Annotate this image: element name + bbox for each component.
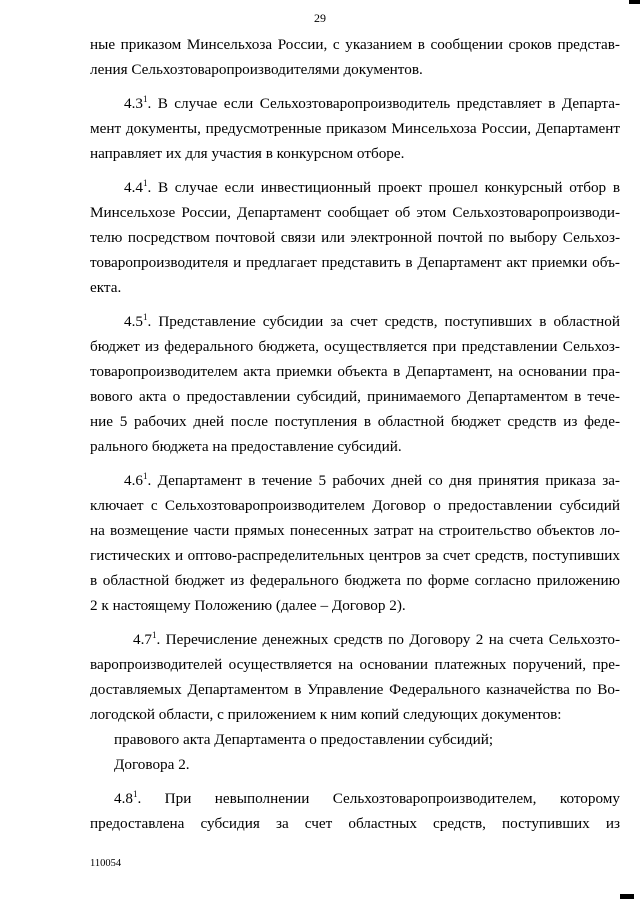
text-line: ключает с Сельхозтоваропроизводителем Договор о предоставлении субсидий: [90, 497, 620, 514]
clause-4-8-line: $4.8^1$. При невыполнении Сельхозтоваропроизводителем, которому: [114, 789, 620, 807]
text-line: предоставлена субсидия за счет областных средств, поступивших из: [90, 815, 620, 832]
clause-4-3-line: $4.3^1$. В случае если Сельхозтоваропроизводитель представляет в Департа-: [124, 94, 620, 112]
document-code: 110054: [90, 858, 122, 869]
clause-4-6-line: $4.6^1$. Департамент в течение 5 рабочих дней со дня принятия приказа за-: [124, 471, 620, 489]
text-line: на возмещение части прямых понесенных затрат на строительство объектов ло-: [90, 522, 620, 539]
text-line: направляет их для участия в конкурсном отборе.: [90, 145, 405, 162]
text-line: гистических и оптово-распределительных центров за счет средств, поступивших: [90, 547, 620, 564]
text-line: бюджет из федерального бюджета, осуществляется при представлении Сельхоз-: [90, 338, 620, 355]
text-line: товаропроизводителя и предлагает представить в Департамент акт приемки объ-: [90, 254, 620, 271]
text-line: рального бюджета на предоставление субсидий.: [90, 438, 402, 455]
text-line: вового акта о предоставлении субсидий, принимаемого Департаментом в тече-: [90, 388, 620, 405]
text-line: варопроизводителей осуществляется на основании платежных поручений, пре-: [90, 656, 620, 673]
text-line: мент документы, предусмотренные приказом Минсельхоза России, Департамент: [90, 120, 620, 137]
text-line: Минсельхозе России, Департамент сообщает об этом Сельхозтоваропроизводи-: [90, 204, 620, 221]
clause-4-4-line: $4.4^1$. В случае если инвестиционный проект прошел конкурсный отбор в: [124, 178, 620, 196]
text-line: логодской области, с приложением к ним копий следующих документов:: [90, 706, 562, 723]
scan-mark-bottom: [620, 894, 634, 899]
clause-4-5-line: $4.5^1$. Представление субсидии за счет средств, поступивших в областной: [124, 312, 620, 330]
page-number: 29: [314, 11, 326, 25]
text-line: екта.: [90, 279, 122, 296]
clause-4-7-line: $4.7^1$. Перечисление денежных средств по Договору 2 на счета Сельхозто-: [133, 630, 620, 648]
list-item: правового акта Департамента о предоставлении субсидий;: [114, 731, 494, 748]
text-line: 2 к настоящему Положению (далее – Договор 2).: [90, 597, 406, 614]
text-line: доставляемых Департаментом в Управление Федерального казначейства по Во-: [90, 681, 620, 698]
text-line: телю посредством почтовой связи или электронной почтой по выбору Сельхоз-: [90, 229, 620, 246]
document-body: [90, 32, 620, 836]
text-line: ние 5 рабочих дней после поступления в областной бюджет средств из феде-: [90, 413, 620, 430]
scan-mark-top: [629, 0, 640, 4]
text-line: ления Сельхозтоваропроизводителями документов.: [90, 61, 423, 78]
text-line: ные приказом Минсельхоза России, с указанием в сообщении сроков представ-: [90, 36, 620, 53]
text-line: в областной бюджет из федерального бюджета по форме согласно приложению: [90, 572, 620, 589]
text-line: товаропроизводителем акта приемки объекта в Департамент, на основании пра-: [90, 363, 620, 380]
list-item: Договора 2.: [114, 756, 190, 773]
